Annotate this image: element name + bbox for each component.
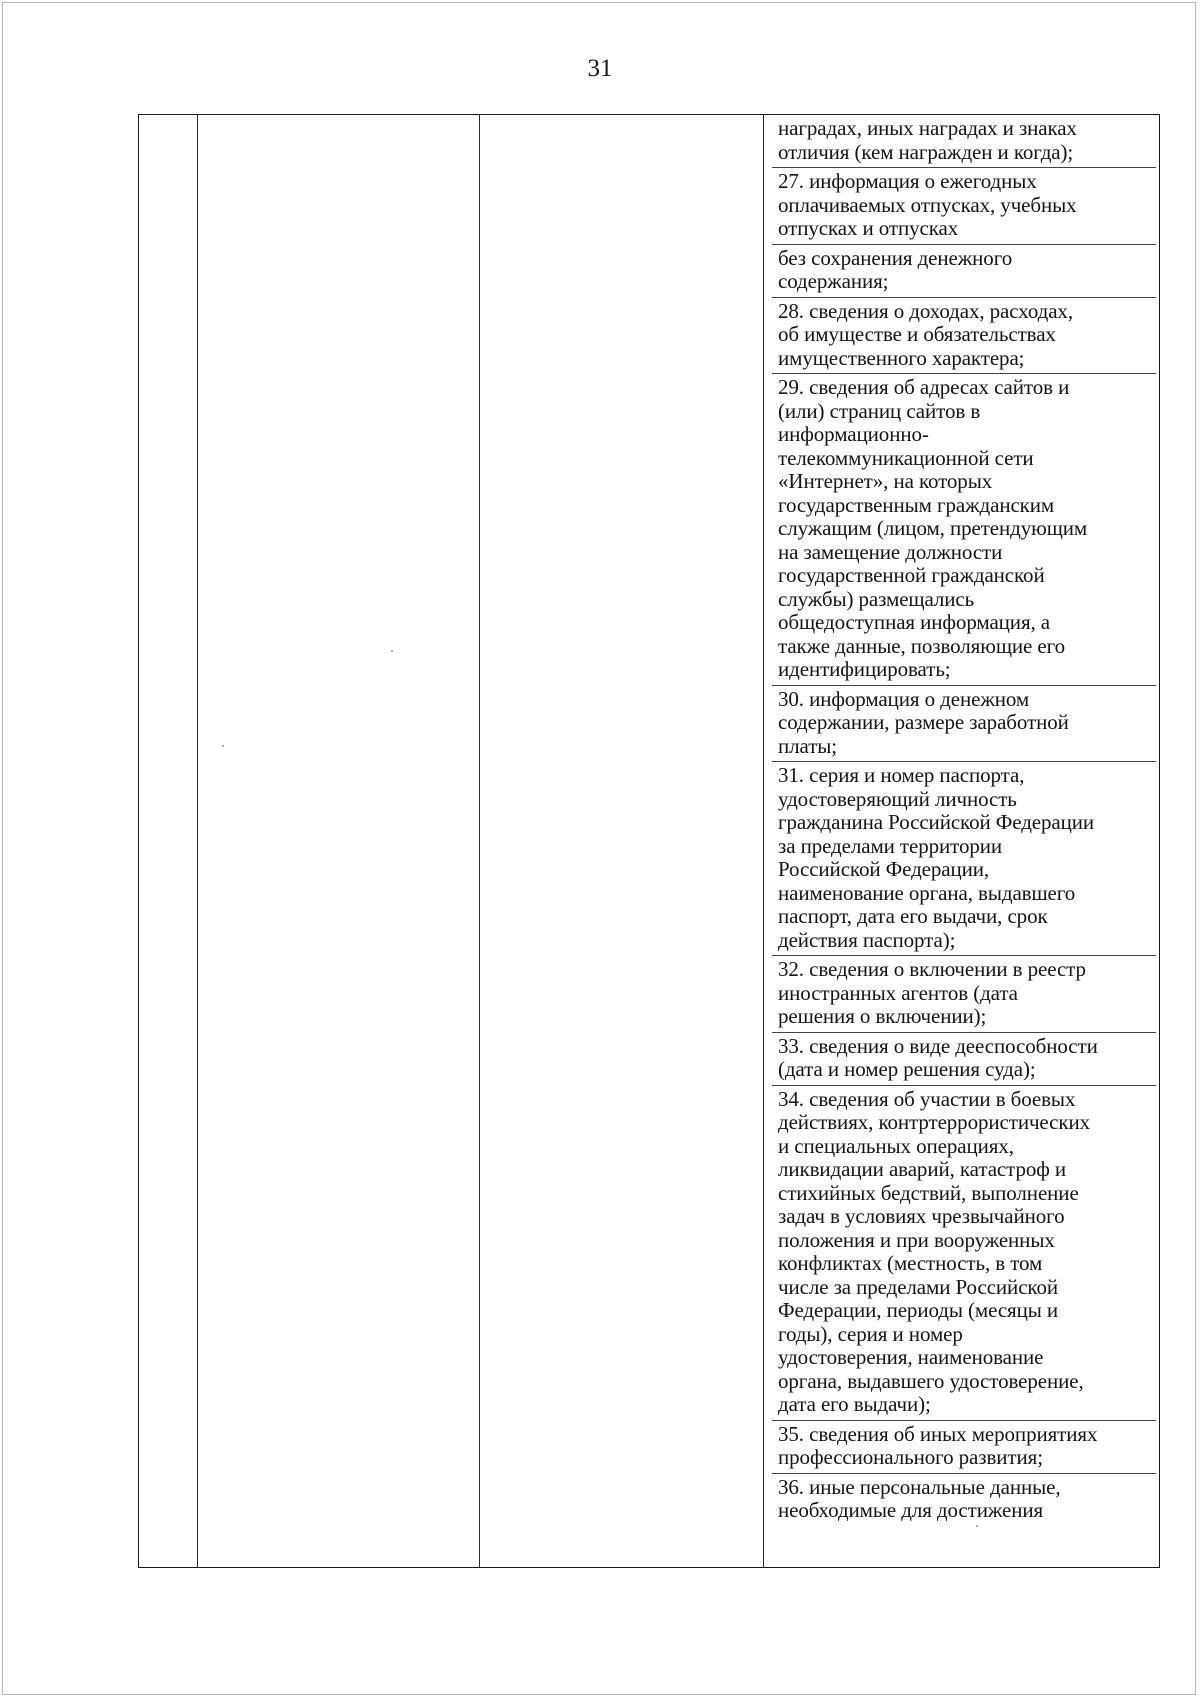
page-number: 31 <box>587 55 613 82</box>
table-cell: без сохранения денежного содержания; <box>772 245 1156 298</box>
scan-speck <box>391 650 393 652</box>
scan-speck <box>222 745 224 747</box>
table-cell: 27. информация о ежегодных оплачиваемых отпусках, учебных отпусках и отпусках <box>772 168 1156 245</box>
table-cell: 33. сведения о виде дееспособности (дата и номер решения суда); <box>772 1033 1156 1086</box>
table-cell: 29. сведения об адресах сайтов и (или) страниц сайтов в информационно- телекоммуникационной сети «Интернет», на которых государственным гражданским служащим (лицом, претендующим на замещение должности государственной гражданской службы) размещались общедоступная информация, а также данные, позволяющие его идентифицировать; <box>772 374 1156 686</box>
text-column <box>772 115 1156 1526</box>
table-cell: 32. сведения о включении в реестр иностранных агентов (дата решения о включении); <box>772 956 1156 1033</box>
table-cell: 35. сведения об иных мероприятиях профессионального развития; <box>772 1421 1156 1474</box>
scan-speck <box>976 1525 978 1527</box>
table-cell: 31. серия и номер паспорта, удостоверяющий личность гражданина Российской Федерации за пределами территории Российской Федерации, наименование органа, выдавшего паспорт, дата его выдачи, срок действия паспорта); <box>772 762 1156 956</box>
table-cell: 36. иные персональные данные, необходимые для достижения <box>778 1474 1061 1522</box>
column-divider-1 <box>197 115 198 1567</box>
table-cell: 34. сведения об участии в боевых действиях, контртеррористических и специальных операциях, ликвидации аварий, катастроф и стихийных бедствий, выполнение задач в условиях чрезвычайного положения и при вооруженных конфликтах (местность, в том числе за пределами Российской Федерации, периоды (месяцы и годы), серия и номер удостоверения, наименование органа, выдавшего удостоверение, дата его выдачи); <box>772 1086 1156 1421</box>
column-divider-3 <box>763 115 764 1567</box>
document-table <box>138 114 1160 1568</box>
table-cell: наградах, иных наградах и знаках отличия (кем награжден и когда); <box>772 115 1156 168</box>
column-divider-2 <box>479 115 480 1567</box>
table-cell: 28. сведения о доходах, расходах, об имуществе и обязательствах имущественного характера; <box>772 298 1156 375</box>
table-cell: 30. информация о денежном содержании, размере заработной платы; <box>772 686 1156 763</box>
